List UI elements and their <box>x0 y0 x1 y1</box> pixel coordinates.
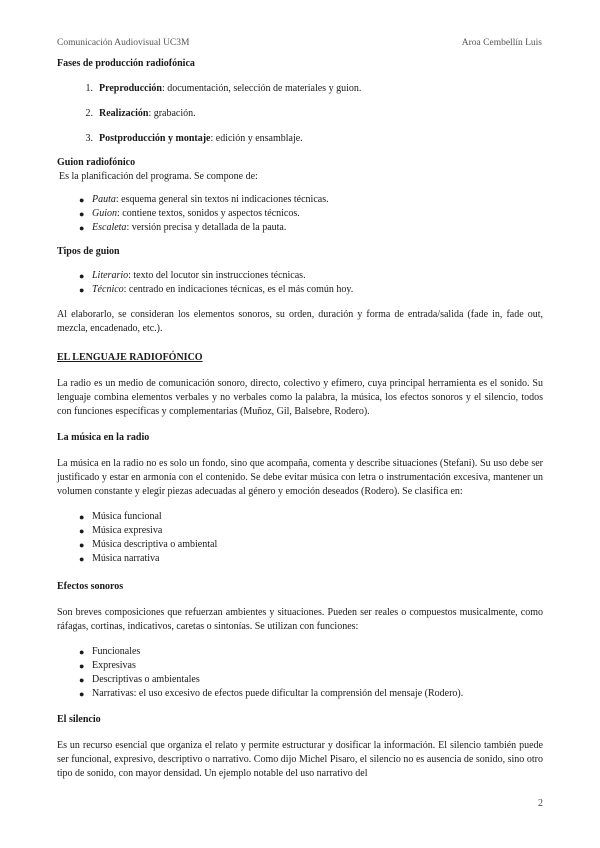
tipos-paragraph: Al elaborarlo, se consideran los elementos sonoros, su orden, duración y forma de entrada/salida (fade in, fade out, mezcla, encadenado, etc.). <box>57 309 543 334</box>
list-text: Música descriptiva o ambiental <box>92 539 218 550</box>
list-text: : contiene textos, sonidos y aspectos técnicos. <box>117 208 300 219</box>
efectos-paragraph: Son breves composiciones que refuerzan ambientes y situaciones. Pueden ser reales o compuestos musicalmente, como ráfagas, cortinas, indicativos, caretas o sintonías. Se utilizan con funciones: <box>57 607 543 632</box>
list-text: Expresivas <box>92 660 136 671</box>
list-number: 2. <box>85 108 93 119</box>
lenguaje-paragraph: La radio es un medio de comunicación sonoro, directo, colectivo y efímero, cuya principal herramienta es el sonido. Su lenguaje combina elementos verbales y no verbales como la palabra, la música, los efectos sonoros y el silencio, todos con funciones específicas y complementarias (Muñoz, Gil, Balsebre, Rodero). <box>57 378 543 417</box>
bullet-icon: ● <box>79 195 85 205</box>
list-item <box>57 107 543 121</box>
list-text: Funcionales <box>92 646 141 657</box>
list-item <box>57 552 543 566</box>
bullet-icon: ● <box>79 540 85 550</box>
bullet-icon: ● <box>79 554 85 564</box>
list-text: Narrativas: el uso excesivo de efectos puede dificultar la comprensión del mensaje (Rodero). <box>92 688 464 699</box>
section-title-tipos: Tipos de guion <box>57 246 120 257</box>
bullet-icon: ● <box>79 512 85 522</box>
list-item <box>57 283 543 297</box>
list-item <box>57 673 543 687</box>
tipos-list <box>57 269 543 297</box>
page-header <box>57 38 542 48</box>
bullet-icon: ● <box>79 675 85 685</box>
list-term: Técnico <box>92 284 124 295</box>
musica-paragraph: La música en la radio no es solo un fondo, sino que acompaña, comenta y describe situaciones (Stefani). Su uso debe ser justificado y estar en armonía con el contenido. Se debe evitar música con letra o instrumentación excesiva, mantener un volumen constante y elegir piezas adecuadas al género y emoción deseados (Rodero). Se clasifica en: <box>57 458 543 497</box>
list-term: Escaleta <box>92 222 127 233</box>
bullet-icon: ● <box>79 661 85 671</box>
list-text: : documentación, selección de materiales y guion. <box>161 83 362 94</box>
list-text: : texto del locutor sin instrucciones técnicas. <box>128 270 306 281</box>
bullet-icon: ● <box>79 285 85 295</box>
section-title-musica: La música en la radio <box>57 432 150 443</box>
guion-intro: Es la planificación del programa. Se compone de: <box>59 171 258 182</box>
list-text: : edición y ensamblaje. <box>210 133 303 144</box>
bullet-icon: ● <box>79 526 85 536</box>
list-text: : centrado en indicaciones técnicas, es el más común hoy. <box>123 284 354 295</box>
list-term: Literario <box>92 270 129 281</box>
musica-list <box>57 510 543 566</box>
fases-list <box>57 82 543 146</box>
header-left: Comunicación Audiovisual UC3M <box>57 38 190 48</box>
list-term: Pauta <box>92 194 116 205</box>
list-text: Descriptivas o ambientales <box>92 674 200 685</box>
page-number: 2 <box>538 798 543 809</box>
list-item <box>57 687 543 701</box>
chapter-title-lenguaje: EL LENGUAJE RADIOFÓNICO <box>57 352 203 363</box>
section-title-efectos: Efectos sonoros <box>57 581 124 592</box>
bullet-icon: ● <box>79 689 85 699</box>
list-item <box>57 538 543 552</box>
list-item <box>57 659 543 673</box>
list-item <box>57 221 543 235</box>
list-term: Realización <box>99 108 149 119</box>
section-title-silencio: El silencio <box>57 714 101 725</box>
section-title-guion: Guion radiofónico <box>57 157 136 168</box>
list-item <box>57 524 543 538</box>
efectos-list <box>57 645 543 701</box>
list-text: : grabación. <box>148 108 196 119</box>
list-number: 3. <box>85 133 93 144</box>
list-item <box>57 269 543 283</box>
silencio-paragraph: Es un recurso esencial que organiza el relato y permite estructurar y dosificar la información. El silencio también puede ser funcional, expresivo, descriptivo o narrativo. Como dijo Michel Pisaro, el silencio no es ausencia de sonido, sino otro tipo de sonido, con mayor densidad. Un ejemplo notable del uso narrativo del <box>57 740 543 779</box>
list-term: Postproducción y montaje <box>99 133 211 144</box>
list-text: Música expresiva <box>92 525 163 536</box>
list-item <box>57 510 543 524</box>
list-item <box>57 207 543 221</box>
list-text: : versión precisa y detallada de la pauta. <box>126 222 287 233</box>
list-text: : esquema general sin textos ni indicaciones técnicas. <box>115 194 329 205</box>
list-item <box>57 645 543 659</box>
bullet-icon: ● <box>79 223 85 233</box>
list-term: Guion <box>92 208 117 219</box>
page-content <box>57 57 543 781</box>
bullet-icon: ● <box>79 209 85 219</box>
header-right: Aroa Cembellín Luis <box>461 38 542 48</box>
bullet-icon: ● <box>79 271 85 281</box>
section-title-fases: Fases de producción radiofónica <box>57 58 195 69</box>
list-item <box>57 193 543 207</box>
list-item <box>57 82 543 96</box>
bullet-icon: ● <box>79 647 85 657</box>
list-text: Música funcional <box>92 511 162 522</box>
list-text: Música narrativa <box>92 553 160 564</box>
list-item <box>57 132 543 146</box>
list-number: 1. <box>85 83 93 94</box>
list-term: Preproducción <box>99 83 162 94</box>
guion-list <box>57 193 543 235</box>
